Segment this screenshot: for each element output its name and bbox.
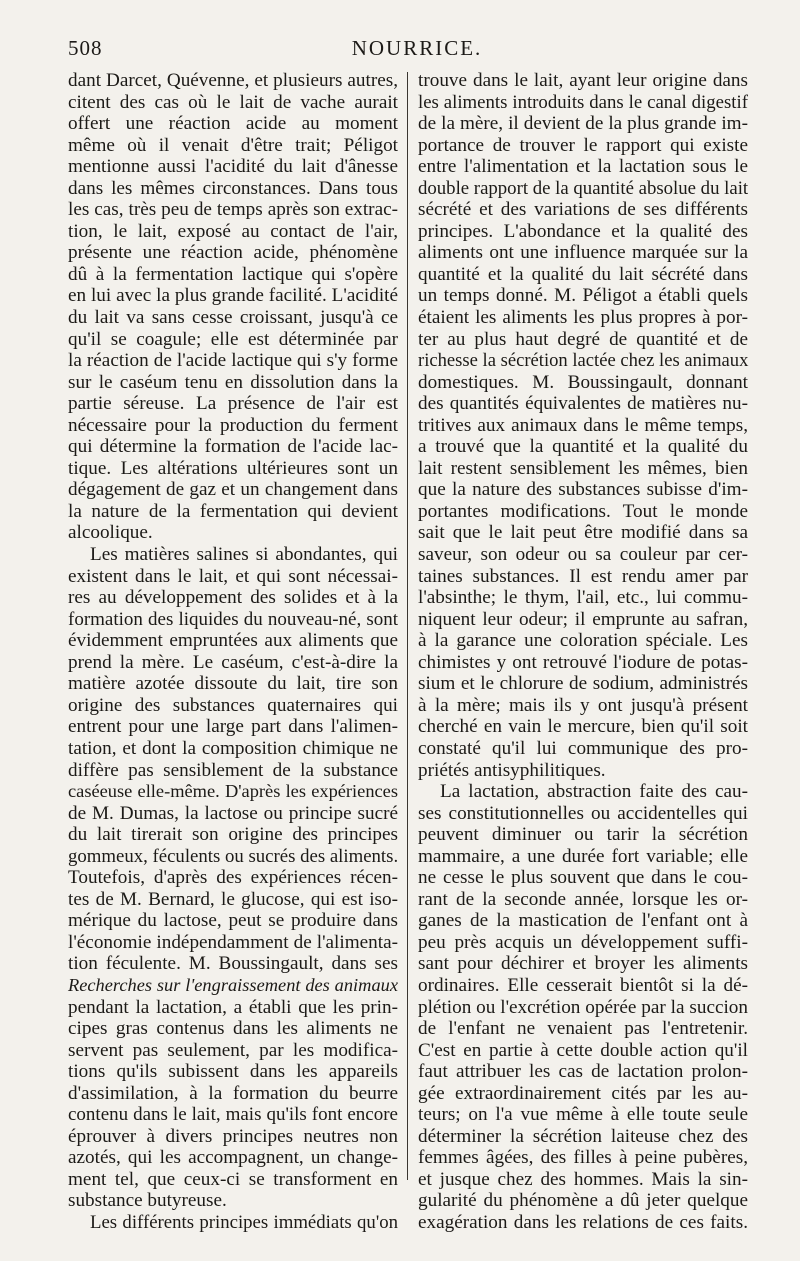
text-line: rant de la seconde année, lorsque les or-: [418, 888, 748, 910]
text-line: sur le caséum tenu en dissolution dans la: [68, 371, 398, 393]
text-line: nécessaire pour la production du ferment: [68, 414, 398, 436]
text-line: domestiques. M. Boussingault, donnant: [418, 371, 748, 393]
text-line: taines substances. Il est rendu amer par: [418, 565, 748, 587]
text-line: plétion ou l'excrétion opérée par la succion: [418, 996, 748, 1018]
text-line: saveur, son odeur ou sa couleur par cer-: [418, 544, 748, 566]
text-line: constaté qu'il lui communique des pro-: [418, 737, 748, 759]
text-line: formation des liquides du nouveau-né, sont: [68, 608, 398, 630]
text-line: dû à la fermentation lactique qui s'opère: [68, 263, 398, 285]
text-line: gée extraordinairement cités par les au-: [418, 1082, 748, 1104]
column-divider: [407, 72, 408, 1180]
text-line: Les différents principes immédiats qu'on: [90, 1211, 398, 1233]
text-line: existent dans le lait, et qui sont nécessai-: [68, 565, 398, 587]
text-line: des quantités équivalentes de matières nu-: [418, 393, 748, 415]
text-line: les cas, très peu de temps après son extrac-: [68, 199, 398, 221]
text-line: prend la mère. Le caséum, c'est-à-dire la: [68, 651, 398, 673]
text-line: portantes modifications. Tout le monde: [418, 500, 748, 522]
text-line: de M. Dumas, la lactose ou principe sucré: [68, 802, 398, 824]
text-line: servent pas seulement, par les modifica-: [68, 1039, 398, 1061]
page-number: 508: [68, 36, 103, 60]
text-line: gularité du phénomène a dû jeter quelque: [418, 1190, 748, 1212]
text-line: origine des substances quaternaires qui: [68, 694, 398, 716]
text-line: tion féculente. M. Boussingault, dans ses: [68, 953, 398, 975]
text-line: tique. Les altérations ultérieures sont un: [68, 457, 398, 479]
text-line: Toutefois, d'après des expériences récen-: [68, 867, 398, 889]
text-line: ses constitutionnelles ou accidentelles qui: [418, 802, 748, 824]
text-line: dégagement de gaz et un changement dans: [68, 479, 398, 501]
text-line: contenu dans le lait, mais qu'ils font encore: [68, 1104, 398, 1126]
text-line: mammaire, a une durée fort variable; elle: [418, 845, 748, 867]
text-line: Recherches sur l'engraissement des animaux: [68, 974, 398, 995]
text-line: portance de trouver le rapport qui existe: [418, 134, 748, 156]
text-line: éprouver à divers principes neutres non: [68, 1125, 398, 1147]
text-line: ganes de la mastication de l'enfant ont à: [418, 910, 748, 932]
text-line: niquent leur odeur; il emprunte au safran,: [418, 608, 748, 630]
text-line: trouve dans le lait, ayant leur origine dans: [418, 70, 748, 91]
text-line: cherché en vain le mercure, bien qu'il soit: [418, 716, 748, 738]
text-line: lait restent sensiblement les mêmes, bien: [418, 457, 748, 479]
text-line: l'économie indépendamment de l'alimenta-: [68, 931, 398, 953]
text-line: tritives aux animaux dans le même temps,: [418, 414, 748, 436]
text-line: azotés, qui les accompagnent, un change-: [68, 1147, 398, 1169]
text-line: La lactation, abstraction faite des cau-: [440, 781, 748, 803]
text-line: Les matières salines si abondantes, qui: [90, 544, 398, 566]
text-line: sécrété et des variations de ses différents: [418, 199, 748, 221]
text-line: teurs; on l'a vue même à elle toute seule: [418, 1104, 748, 1126]
text-line: tation, et dont la composition chimique ne: [68, 737, 398, 759]
text-line: gommeux, féculents ou sucrés des aliments.: [68, 845, 399, 867]
text-line: double rapport de la quantité absolue du lait: [418, 177, 749, 199]
text-line: cipes gras contenus dans les aliments ne: [68, 1018, 398, 1040]
text-line: ne cesse le plus souvent que dans le cou-: [418, 867, 748, 889]
text-line: de la mère, il devient de la plus grande im-: [418, 113, 748, 135]
text-line: les aliments introduits dans le canal digestif: [418, 91, 748, 113]
text-line: dant Darcet, Quévenne, et plusieurs autres,: [68, 70, 398, 91]
text-line: ordinaires. Elle cesserait bientôt si la dé-: [418, 974, 748, 996]
text-line: déterminer la sécrétion laiteuse chez des: [418, 1125, 748, 1147]
text-line: ter au plus haut degré de quantité et de: [418, 328, 748, 350]
text-line: à la mère; mais ils y ont jusqu'à présent: [418, 694, 748, 716]
text-line: que la nature des substances subisse d'im-: [418, 479, 748, 501]
text-line: priétés antisyphilitiques.: [418, 759, 606, 781]
text-line: pendant la lactation, a établi que les prin-: [68, 996, 398, 1018]
text-line: la réaction de l'acide lactique qui s'y forme: [68, 350, 398, 372]
text-line: mentionne aussi l'acidité du lait d'ânesse: [68, 156, 398, 178]
text-line: res au développement des solides et à la: [68, 587, 398, 609]
text-line: l'absinthe; le thym, l'ail, etc., lui commu-: [418, 587, 748, 609]
text-line: entre l'alimentation et la lactation sous le: [418, 156, 748, 178]
text-line: de l'enfant ne venaient pas l'entretenir.: [418, 1018, 748, 1040]
text-line: alcoolique.: [68, 522, 153, 544]
text-line: matière azotée dissoute du lait, tire son: [68, 673, 398, 695]
left-text-column: [68, 70, 398, 1234]
text-line: même où il venait d'être trait; Péligot: [68, 134, 398, 156]
text-line: peuvent diminuer ou tarir la sécrétion: [418, 824, 748, 846]
text-line: la nature de la fermentation qui devient: [68, 500, 398, 522]
text-line: quantité et la qualité du lait sécrété dans: [418, 263, 748, 285]
text-line: peu près acquis un développement suffi-: [418, 931, 748, 953]
text-line: dans les mêmes circonstances. Dans tous: [68, 177, 398, 199]
text-line: présente une réaction acide, phénomène: [68, 242, 398, 264]
text-line: sait que le lait peut être modifié dans sa: [418, 522, 748, 544]
text-line: tions qu'ils subissent dans les appareils: [68, 1061, 398, 1083]
text-line: mérique du lactose, peut se produire dans: [68, 910, 398, 932]
text-line: à la garance une coloration spéciale. Les: [418, 630, 748, 652]
text-line: richesse la sécrétion lactée chez les animaux: [418, 350, 749, 372]
text-line: femmes âgées, des filles à peine pubères,: [418, 1147, 748, 1169]
text-line: qui détermine la formation de l'acide lac-: [68, 436, 398, 458]
text-line: a trouvé que la quantité et la qualité du: [418, 436, 748, 458]
text-line: C'est en partie à cette double action qu'il: [418, 1039, 748, 1061]
text-line: diffère pas sensiblement de la substance: [68, 759, 398, 781]
text-line: en lui avec la plus grande facilité. L'acidité: [68, 285, 398, 307]
text-line: du lait tirerait son origine des principes: [68, 824, 398, 846]
text-line: sium et le chlorure de sodium, administrés: [418, 673, 748, 695]
text-line: exagération dans les relations de ces faits.: [418, 1211, 748, 1233]
text-line: entrent pour une large part dans l'alimen-: [68, 716, 398, 738]
text-line: partie séreuse. La présence de l'air est: [68, 393, 398, 415]
text-line: sant pour déchirer et broyer les aliments: [418, 953, 748, 975]
running-title: NOURRICE.: [351, 36, 483, 60]
text-line: faut attribuer les cas de lactation prolon-: [418, 1061, 748, 1083]
text-line: tes de M. Bernard, le glucose, qui est iso-: [68, 888, 398, 910]
text-line: étaient les aliments les plus propres à por-: [418, 307, 748, 329]
text-line: chimistes y ont retrouvé l'iodure de potas-: [418, 651, 748, 673]
text-line: d'assimilation, à la formation du beurre: [68, 1082, 398, 1104]
text-line: aliments ont une influence marquée sur la: [418, 242, 748, 264]
text-line: caséeuse elle-même. D'après les expériences: [68, 781, 398, 802]
text-line: tion, le lait, exposé au contact de l'air,: [68, 220, 398, 242]
text-line: citent des cas où le lait de vache aurait: [68, 91, 398, 113]
text-line: substance butyreuse.: [68, 1190, 227, 1212]
text-line: principes. L'abondance et la qualité des: [418, 220, 748, 242]
text-line: ment tel, que ceux-ci se transforment en: [68, 1168, 398, 1190]
text-line: qu'il se coagule; elle est déterminée par: [68, 328, 398, 350]
page-header: [68, 36, 766, 66]
text-line: et jusque chez des hommes. Mais la sin-: [418, 1168, 748, 1190]
right-text-column: [418, 70, 748, 1234]
text-line: un temps donné. M. Péligot a établi quels: [418, 285, 748, 307]
text-line: du lait va sans cesse croissant, jusqu'à ce: [68, 307, 398, 329]
text-line: évidemment empruntées aux aliments que: [68, 630, 398, 652]
text-line: offert une réaction acide au moment: [68, 113, 398, 135]
